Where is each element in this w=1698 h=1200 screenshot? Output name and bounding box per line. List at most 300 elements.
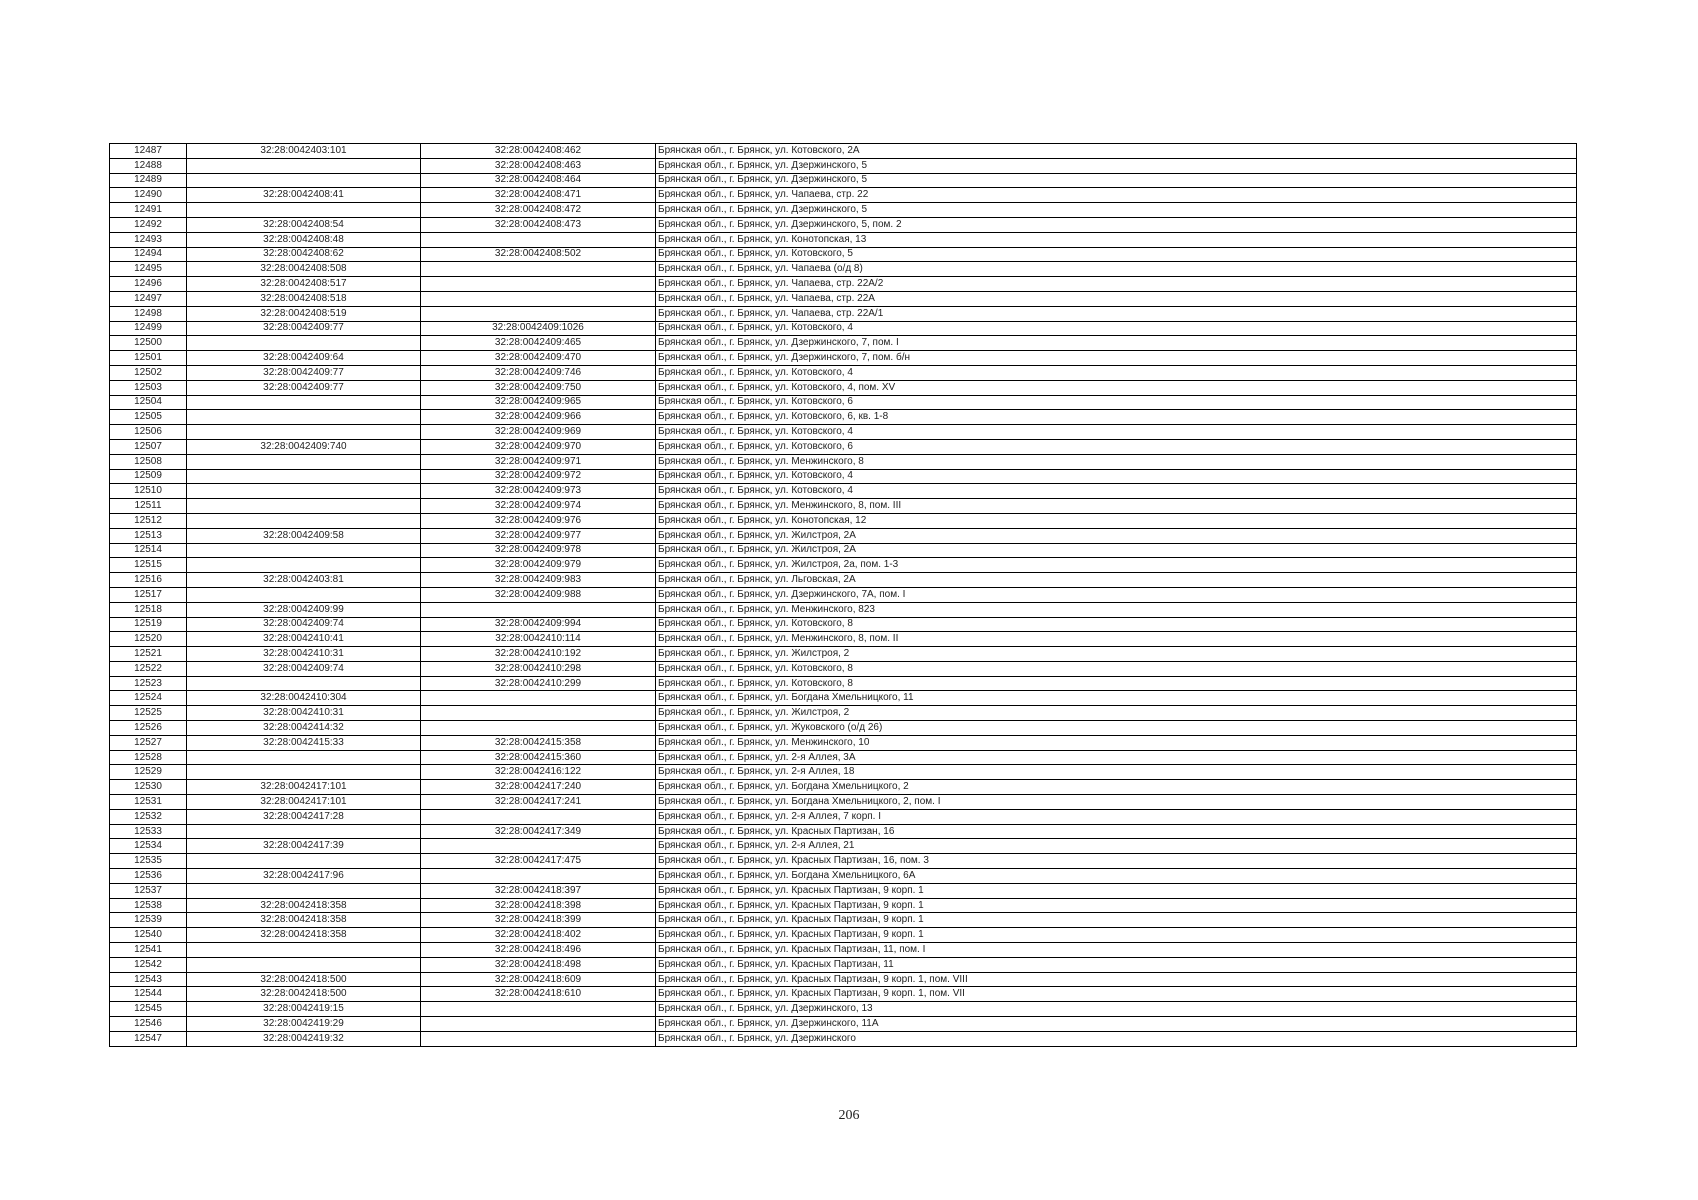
row-number-cell: 12542 (110, 957, 187, 972)
address-cell: Брянская обл., г. Брянск, ул. Чапаева (о/д 8) (656, 262, 1577, 277)
address-cell: Брянская обл., г. Брянск, ул. Котовского, 4, пом. XV (656, 380, 1577, 395)
table-row (110, 750, 1577, 765)
row-number-cell: 12518 (110, 602, 187, 617)
address-cell: Брянская обл., г. Брянск, ул. Красных Партизан, 11, пом. I (656, 943, 1577, 958)
object-cadastral-number-cell: 32:28:0042409:983 (421, 573, 656, 588)
cadastral-number-cell: 32:28:0042417:96 (187, 869, 421, 884)
object-cadastral-number-cell: 32:28:0042418:610 (421, 987, 656, 1002)
address-cell: Брянская обл., г. Брянск, ул. Котовского, 8 (656, 617, 1577, 632)
cadastral-number-cell: 32:28:0042409:74 (187, 661, 421, 676)
table-row (110, 543, 1577, 558)
cadastral-number-cell: 32:28:0042408:41 (187, 188, 421, 203)
address-cell: Брянская обл., г. Брянск, ул. Котовского, 2А (656, 144, 1577, 159)
row-number-cell: 12519 (110, 617, 187, 632)
row-number-cell: 12527 (110, 735, 187, 750)
table-row (110, 232, 1577, 247)
address-cell: Брянская обл., г. Брянск, ул. Красных Партизан, 9 корп. 1, пом. VIII (656, 972, 1577, 987)
address-cell: Брянская обл., г. Брянск, ул. Богдана Хмельницкого, 2 (656, 780, 1577, 795)
cadastral-number-cell (187, 469, 421, 484)
object-cadastral-number-cell (421, 602, 656, 617)
page-number: 206 (838, 1108, 860, 1123)
cadastral-number-cell (187, 957, 421, 972)
address-cell: Брянская обл., г. Брянск, ул. Менжинского, 823 (656, 602, 1577, 617)
row-number-cell: 12494 (110, 247, 187, 262)
address-cell: Брянская обл., г. Брянск, ул. 2-я Аллея, 18 (656, 765, 1577, 780)
row-number-cell: 12495 (110, 262, 187, 277)
cadastral-number-cell (187, 425, 421, 440)
cadastral-number-cell (187, 499, 421, 514)
row-number-cell: 12531 (110, 795, 187, 810)
row-number-cell: 12492 (110, 217, 187, 232)
cadastral-number-cell (187, 824, 421, 839)
table-row (110, 203, 1577, 218)
object-cadastral-number-cell: 32:28:0042410:298 (421, 661, 656, 676)
property-table (109, 143, 1577, 1047)
address-cell: Брянская обл., г. Брянск, ул. Красных Партизан, 16 (656, 824, 1577, 839)
table-row (110, 439, 1577, 454)
cadastral-number-cell (187, 410, 421, 425)
row-number-cell: 12523 (110, 676, 187, 691)
cadastral-number-cell: 32:28:0042410:304 (187, 691, 421, 706)
row-number-cell: 12508 (110, 454, 187, 469)
cadastral-number-cell (187, 587, 421, 602)
table-row (110, 1002, 1577, 1017)
row-number-cell: 12530 (110, 780, 187, 795)
row-number-cell: 12509 (110, 469, 187, 484)
object-cadastral-number-cell: 32:28:0042408:473 (421, 217, 656, 232)
address-cell: Брянская обл., г. Брянск, ул. 2-я Аллея, 3А (656, 750, 1577, 765)
row-number-cell: 12528 (110, 750, 187, 765)
object-cadastral-number-cell: 32:28:0042410:114 (421, 632, 656, 647)
address-cell: Брянская обл., г. Брянск, ул. Котовского, 8 (656, 676, 1577, 691)
row-number-cell: 12529 (110, 765, 187, 780)
object-cadastral-number-cell (421, 1017, 656, 1032)
object-cadastral-number-cell: 32:28:0042408:472 (421, 203, 656, 218)
object-cadastral-number-cell: 32:28:0042409:965 (421, 395, 656, 410)
object-cadastral-number-cell (421, 277, 656, 292)
table-row (110, 661, 1577, 676)
cadastral-number-cell (187, 543, 421, 558)
address-cell: Брянская обл., г. Брянск, ул. Дзержинского, 7А, пом. I (656, 587, 1577, 602)
table-row (110, 898, 1577, 913)
object-cadastral-number-cell: 32:28:0042409:969 (421, 425, 656, 440)
address-cell: Брянская обл., г. Брянск, ул. Менжинского, 10 (656, 735, 1577, 750)
cadastral-number-cell: 32:28:0042409:740 (187, 439, 421, 454)
cadastral-number-cell: 32:28:0042414:32 (187, 721, 421, 736)
cadastral-number-cell: 32:28:0042418:500 (187, 987, 421, 1002)
cadastral-number-cell: 32:28:0042408:508 (187, 262, 421, 277)
address-cell: Брянская обл., г. Брянск, ул. Жуковского (о/д 26) (656, 721, 1577, 736)
address-cell: Брянская обл., г. Брянск, ул. Жилстроя, 2А (656, 528, 1577, 543)
row-number-cell: 12525 (110, 706, 187, 721)
row-number-cell: 12520 (110, 632, 187, 647)
cadastral-number-cell: 32:28:0042410:31 (187, 647, 421, 662)
address-cell: Брянская обл., г. Брянск, ул. Дзержинского, 7, пом. I (656, 336, 1577, 351)
row-number-cell: 12502 (110, 365, 187, 380)
row-number-cell: 12513 (110, 528, 187, 543)
row-number-cell: 12487 (110, 144, 187, 159)
address-cell: Брянская обл., г. Брянск, ул. Жилстроя, 2 (656, 706, 1577, 721)
cadastral-number-cell (187, 454, 421, 469)
table-row (110, 484, 1577, 499)
row-number-cell: 12539 (110, 913, 187, 928)
table-row (110, 380, 1577, 395)
address-cell: Брянская обл., г. Брянск, ул. Котовского, 4 (656, 484, 1577, 499)
row-number-cell: 12497 (110, 291, 187, 306)
address-cell: Брянская обл., г. Брянск, ул. Дзержинского, 5, пом. 2 (656, 217, 1577, 232)
table-row (110, 824, 1577, 839)
table-row (110, 1031, 1577, 1046)
row-number-cell: 12507 (110, 439, 187, 454)
cadastral-number-cell: 32:28:0042418:358 (187, 898, 421, 913)
object-cadastral-number-cell: 32:28:0042408:462 (421, 144, 656, 159)
address-cell: Брянская обл., г. Брянск, ул. Менжинского, 8 (656, 454, 1577, 469)
object-cadastral-number-cell: 32:28:0042415:358 (421, 735, 656, 750)
object-cadastral-number-cell: 32:28:0042409:976 (421, 513, 656, 528)
cadastral-number-cell: 32:28:0042419:29 (187, 1017, 421, 1032)
cadastral-number-cell: 32:28:0042418:500 (187, 972, 421, 987)
object-cadastral-number-cell: 32:28:0042418:498 (421, 957, 656, 972)
row-number-cell: 12546 (110, 1017, 187, 1032)
row-number-cell: 12493 (110, 232, 187, 247)
table-row (110, 291, 1577, 306)
object-cadastral-number-cell: 32:28:0042418:397 (421, 883, 656, 898)
table-row (110, 943, 1577, 958)
table-row (110, 262, 1577, 277)
row-number-cell: 12534 (110, 839, 187, 854)
object-cadastral-number-cell (421, 232, 656, 247)
table-row (110, 528, 1577, 543)
row-number-cell: 12522 (110, 661, 187, 676)
cadastral-number-cell: 32:28:0042415:33 (187, 735, 421, 750)
object-cadastral-number-cell (421, 721, 656, 736)
row-number-cell: 12524 (110, 691, 187, 706)
table-row (110, 647, 1577, 662)
address-cell: Брянская обл., г. Брянск, ул. Котовского, 6 (656, 439, 1577, 454)
row-number-cell: 12496 (110, 277, 187, 292)
cadastral-number-cell (187, 765, 421, 780)
address-cell: Брянская обл., г. Брянск, ул. Богдана Хмельницкого, 11 (656, 691, 1577, 706)
address-cell: Брянская обл., г. Брянск, ул. Чапаева, стр. 22А/1 (656, 306, 1577, 321)
cadastral-number-cell: 32:28:0042417:101 (187, 780, 421, 795)
row-number-cell: 12514 (110, 543, 187, 558)
object-cadastral-number-cell: 32:28:0042409:974 (421, 499, 656, 514)
object-cadastral-number-cell: 32:28:0042409:978 (421, 543, 656, 558)
object-cadastral-number-cell: 32:28:0042409:966 (421, 410, 656, 425)
cadastral-number-cell: 32:28:0042419:15 (187, 1002, 421, 1017)
row-number-cell: 12503 (110, 380, 187, 395)
address-cell: Брянская обл., г. Брянск, ул. Богдана Хмельницкого, 2, пом. I (656, 795, 1577, 810)
object-cadastral-number-cell: 32:28:0042409:977 (421, 528, 656, 543)
cadastral-number-cell: 32:28:0042408:517 (187, 277, 421, 292)
cadastral-number-cell (187, 676, 421, 691)
cadastral-number-cell: 32:28:0042408:518 (187, 291, 421, 306)
row-number-cell: 12517 (110, 587, 187, 602)
cadastral-number-cell: 32:28:0042417:28 (187, 809, 421, 824)
address-cell: Брянская обл., г. Брянск, ул. Красных Партизан, 9 корп. 1 (656, 883, 1577, 898)
address-cell: Брянская обл., г. Брянск, ул. Жилстроя, 2а, пом. 1-3 (656, 558, 1577, 573)
row-number-cell: 12505 (110, 410, 187, 425)
table-row (110, 351, 1577, 366)
object-cadastral-number-cell: 32:28:0042409:972 (421, 469, 656, 484)
cadastral-number-cell (187, 158, 421, 173)
address-cell: Брянская обл., г. Брянск, ул. 2-я Аллея, 7 корп. I (656, 809, 1577, 824)
row-number-cell: 12544 (110, 987, 187, 1002)
cadastral-number-cell: 32:28:0042409:74 (187, 617, 421, 632)
address-cell: Брянская обл., г. Брянск, ул. Конотопская, 13 (656, 232, 1577, 247)
object-cadastral-number-cell: 32:28:0042410:192 (421, 647, 656, 662)
table-row (110, 869, 1577, 884)
address-cell: Брянская обл., г. Брянск, ул. Дзержинского, 7, пом. б/н (656, 351, 1577, 366)
table-row (110, 499, 1577, 514)
row-number-cell: 12499 (110, 321, 187, 336)
object-cadastral-number-cell: 32:28:0042408:463 (421, 158, 656, 173)
object-cadastral-number-cell: 32:28:0042409:1026 (421, 321, 656, 336)
cadastral-number-cell: 32:28:0042410:41 (187, 632, 421, 647)
object-cadastral-number-cell: 32:28:0042417:240 (421, 780, 656, 795)
row-number-cell: 12511 (110, 499, 187, 514)
table-row (110, 306, 1577, 321)
address-cell: Брянская обл., г. Брянск, ул. Менжинского, 8, пом. II (656, 632, 1577, 647)
row-number-cell: 12533 (110, 824, 187, 839)
cadastral-number-cell (187, 173, 421, 188)
cadastral-number-cell (187, 750, 421, 765)
cadastral-number-cell (187, 203, 421, 218)
cadastral-number-cell: 32:28:0042410:31 (187, 706, 421, 721)
row-number-cell: 12510 (110, 484, 187, 499)
row-number-cell: 12501 (110, 351, 187, 366)
address-cell: Брянская обл., г. Брянск, ул. Котовского, 8 (656, 661, 1577, 676)
object-cadastral-number-cell: 32:28:0042417:241 (421, 795, 656, 810)
row-number-cell: 12504 (110, 395, 187, 410)
table-row (110, 721, 1577, 736)
address-cell: Брянская обл., г. Брянск, ул. Дзержинского, 11А (656, 1017, 1577, 1032)
address-cell: Брянская обл., г. Брянск, ул. Котовского, 5 (656, 247, 1577, 262)
table-row (110, 217, 1577, 232)
object-cadastral-number-cell (421, 1002, 656, 1017)
address-cell: Брянская обл., г. Брянск, ул. Менжинского, 8, пом. III (656, 499, 1577, 514)
address-cell: Брянская обл., г. Брянск, ул. Чапаева, стр. 22 (656, 188, 1577, 203)
row-number-cell: 12489 (110, 173, 187, 188)
object-cadastral-number-cell (421, 809, 656, 824)
object-cadastral-number-cell: 32:28:0042409:979 (421, 558, 656, 573)
cadastral-number-cell (187, 943, 421, 958)
object-cadastral-number-cell: 32:28:0042417:475 (421, 854, 656, 869)
cadastral-number-cell (187, 883, 421, 898)
table-row (110, 957, 1577, 972)
object-cadastral-number-cell: 32:28:0042409:973 (421, 484, 656, 499)
row-number-cell: 12543 (110, 972, 187, 987)
row-number-cell: 12532 (110, 809, 187, 824)
object-cadastral-number-cell: 32:28:0042408:464 (421, 173, 656, 188)
table-row (110, 632, 1577, 647)
object-cadastral-number-cell: 32:28:0042418:496 (421, 943, 656, 958)
table-row (110, 913, 1577, 928)
row-number-cell: 12545 (110, 1002, 187, 1017)
cadastral-number-cell (187, 336, 421, 351)
address-cell: Брянская обл., г. Брянск, ул. Котовского, 4 (656, 365, 1577, 380)
table-row (110, 247, 1577, 262)
cadastral-number-cell (187, 854, 421, 869)
object-cadastral-number-cell (421, 691, 656, 706)
object-cadastral-number-cell: 32:28:0042415:360 (421, 750, 656, 765)
cadastral-number-cell (187, 395, 421, 410)
address-cell: Брянская обл., г. Брянск, ул. Красных Партизан, 11 (656, 957, 1577, 972)
row-number-cell: 12537 (110, 883, 187, 898)
table-row (110, 765, 1577, 780)
object-cadastral-number-cell: 32:28:0042418:402 (421, 928, 656, 943)
table-row (110, 425, 1577, 440)
table-row (110, 602, 1577, 617)
address-cell: Брянская обл., г. Брянск, ул. Дзержинского, 5 (656, 173, 1577, 188)
row-number-cell: 12490 (110, 188, 187, 203)
address-cell: Брянская обл., г. Брянск, ул. Дзержинского (656, 1031, 1577, 1046)
table-row (110, 928, 1577, 943)
table-row (110, 839, 1577, 854)
table-row (110, 691, 1577, 706)
row-number-cell: 12536 (110, 869, 187, 884)
address-cell: Брянская обл., г. Брянск, ул. Красных Партизан, 9 корп. 1, пом. VII (656, 987, 1577, 1002)
cadastral-number-cell: 32:28:0042417:101 (187, 795, 421, 810)
cadastral-number-cell: 32:28:0042409:77 (187, 365, 421, 380)
cadastral-number-cell (187, 513, 421, 528)
table-row (110, 780, 1577, 795)
object-cadastral-number-cell: 32:28:0042409:465 (421, 336, 656, 351)
address-cell: Брянская обл., г. Брянск, ул. Красных Партизан, 16, пом. 3 (656, 854, 1577, 869)
property-table-body (110, 144, 1577, 1047)
object-cadastral-number-cell (421, 262, 656, 277)
address-cell: Брянская обл., г. Брянск, ул. Дзержинского, 5 (656, 203, 1577, 218)
table-row (110, 277, 1577, 292)
object-cadastral-number-cell: 32:28:0042409:970 (421, 439, 656, 454)
table-row (110, 1017, 1577, 1032)
table-row (110, 188, 1577, 203)
cadastral-number-cell: 32:28:0042403:81 (187, 573, 421, 588)
object-cadastral-number-cell: 32:28:0042418:609 (421, 972, 656, 987)
object-cadastral-number-cell: 32:28:0042408:471 (421, 188, 656, 203)
table-row (110, 144, 1577, 159)
table-row (110, 321, 1577, 336)
object-cadastral-number-cell: 32:28:0042409:750 (421, 380, 656, 395)
row-number-cell: 12540 (110, 928, 187, 943)
table-row (110, 735, 1577, 750)
cadastral-number-cell: 32:28:0042408:48 (187, 232, 421, 247)
object-cadastral-number-cell (421, 1031, 656, 1046)
row-number-cell: 12526 (110, 721, 187, 736)
cadastral-number-cell: 32:28:0042409:77 (187, 321, 421, 336)
object-cadastral-number-cell (421, 291, 656, 306)
object-cadastral-number-cell: 32:28:0042409:971 (421, 454, 656, 469)
cadastral-number-cell: 32:28:0042408:54 (187, 217, 421, 232)
row-number-cell: 12535 (110, 854, 187, 869)
row-number-cell: 12512 (110, 513, 187, 528)
cadastral-number-cell: 32:28:0042418:358 (187, 913, 421, 928)
table-row (110, 410, 1577, 425)
address-cell: Брянская обл., г. Брянск, ул. Чапаева, стр. 22А (656, 291, 1577, 306)
address-cell: Брянская обл., г. Брянск, ул. Красных Партизан, 9 корп. 1 (656, 928, 1577, 943)
table-row (110, 676, 1577, 691)
address-cell: Брянская обл., г. Брянск, ул. Жилстроя, 2 (656, 647, 1577, 662)
cadastral-number-cell (187, 484, 421, 499)
table-row (110, 513, 1577, 528)
object-cadastral-number-cell: 32:28:0042409:988 (421, 587, 656, 602)
row-number-cell: 12491 (110, 203, 187, 218)
table-row (110, 365, 1577, 380)
table-row (110, 854, 1577, 869)
row-number-cell: 12498 (110, 306, 187, 321)
object-cadastral-number-cell (421, 839, 656, 854)
row-number-cell: 12538 (110, 898, 187, 913)
row-number-cell: 12515 (110, 558, 187, 573)
object-cadastral-number-cell (421, 306, 656, 321)
table-row (110, 454, 1577, 469)
table-row (110, 795, 1577, 810)
table-row (110, 706, 1577, 721)
table-row (110, 987, 1577, 1002)
object-cadastral-number-cell: 32:28:0042416:122 (421, 765, 656, 780)
cadastral-number-cell: 32:28:0042409:99 (187, 602, 421, 617)
object-cadastral-number-cell: 32:28:0042409:470 (421, 351, 656, 366)
table-row (110, 617, 1577, 632)
table-row (110, 972, 1577, 987)
address-cell: Брянская обл., г. Брянск, ул. Котовского, 4 (656, 469, 1577, 484)
row-number-cell: 12488 (110, 158, 187, 173)
address-cell: Брянская обл., г. Брянск, ул. Чапаева, стр. 22А/2 (656, 277, 1577, 292)
address-cell: Брянская обл., г. Брянск, ул. Котовского, 4 (656, 425, 1577, 440)
address-cell: Брянская обл., г. Брянск, ул. Дзержинского, 13 (656, 1002, 1577, 1017)
object-cadastral-number-cell (421, 706, 656, 721)
table-row (110, 587, 1577, 602)
cadastral-number-cell: 32:28:0042408:519 (187, 306, 421, 321)
table-row (110, 158, 1577, 173)
object-cadastral-number-cell: 32:28:0042418:399 (421, 913, 656, 928)
cadastral-number-cell (187, 558, 421, 573)
object-cadastral-number-cell (421, 869, 656, 884)
cadastral-number-cell: 32:28:0042403:101 (187, 144, 421, 159)
address-cell: Брянская обл., г. Брянск, ул. Льговская, 2А (656, 573, 1577, 588)
object-cadastral-number-cell: 32:28:0042409:994 (421, 617, 656, 632)
address-cell: Брянская обл., г. Брянск, ул. Котовского, 6 (656, 395, 1577, 410)
cadastral-number-cell: 32:28:0042409:77 (187, 380, 421, 395)
table-row (110, 336, 1577, 351)
cadastral-number-cell: 32:28:0042418:358 (187, 928, 421, 943)
table-row (110, 558, 1577, 573)
address-cell: Брянская обл., г. Брянск, ул. Дзержинского, 5 (656, 158, 1577, 173)
row-number-cell: 12521 (110, 647, 187, 662)
table-row (110, 809, 1577, 824)
address-cell: Брянская обл., г. Брянск, ул. Котовского, 4 (656, 321, 1577, 336)
table-row (110, 469, 1577, 484)
object-cadastral-number-cell: 32:28:0042410:299 (421, 676, 656, 691)
address-cell: Брянская обл., г. Брянск, ул. Красных Партизан, 9 корп. 1 (656, 898, 1577, 913)
address-cell: Брянская обл., г. Брянск, ул. Богдана Хмельницкого, 6А (656, 869, 1577, 884)
row-number-cell: 12500 (110, 336, 187, 351)
object-cadastral-number-cell: 32:28:0042409:746 (421, 365, 656, 380)
table-row (110, 395, 1577, 410)
row-number-cell: 12506 (110, 425, 187, 440)
address-cell: Брянская обл., г. Брянск, ул. Красных Партизан, 9 корп. 1 (656, 913, 1577, 928)
cadastral-number-cell: 32:28:0042409:58 (187, 528, 421, 543)
row-number-cell: 12541 (110, 943, 187, 958)
row-number-cell: 12516 (110, 573, 187, 588)
object-cadastral-number-cell: 32:28:0042417:349 (421, 824, 656, 839)
address-cell: Брянская обл., г. Брянск, ул. Котовского, 6, кв. 1-8 (656, 410, 1577, 425)
table-row (110, 573, 1577, 588)
cadastral-number-cell: 32:28:0042419:32 (187, 1031, 421, 1046)
table-row (110, 883, 1577, 898)
row-number-cell: 12547 (110, 1031, 187, 1046)
object-cadastral-number-cell: 32:28:0042418:398 (421, 898, 656, 913)
